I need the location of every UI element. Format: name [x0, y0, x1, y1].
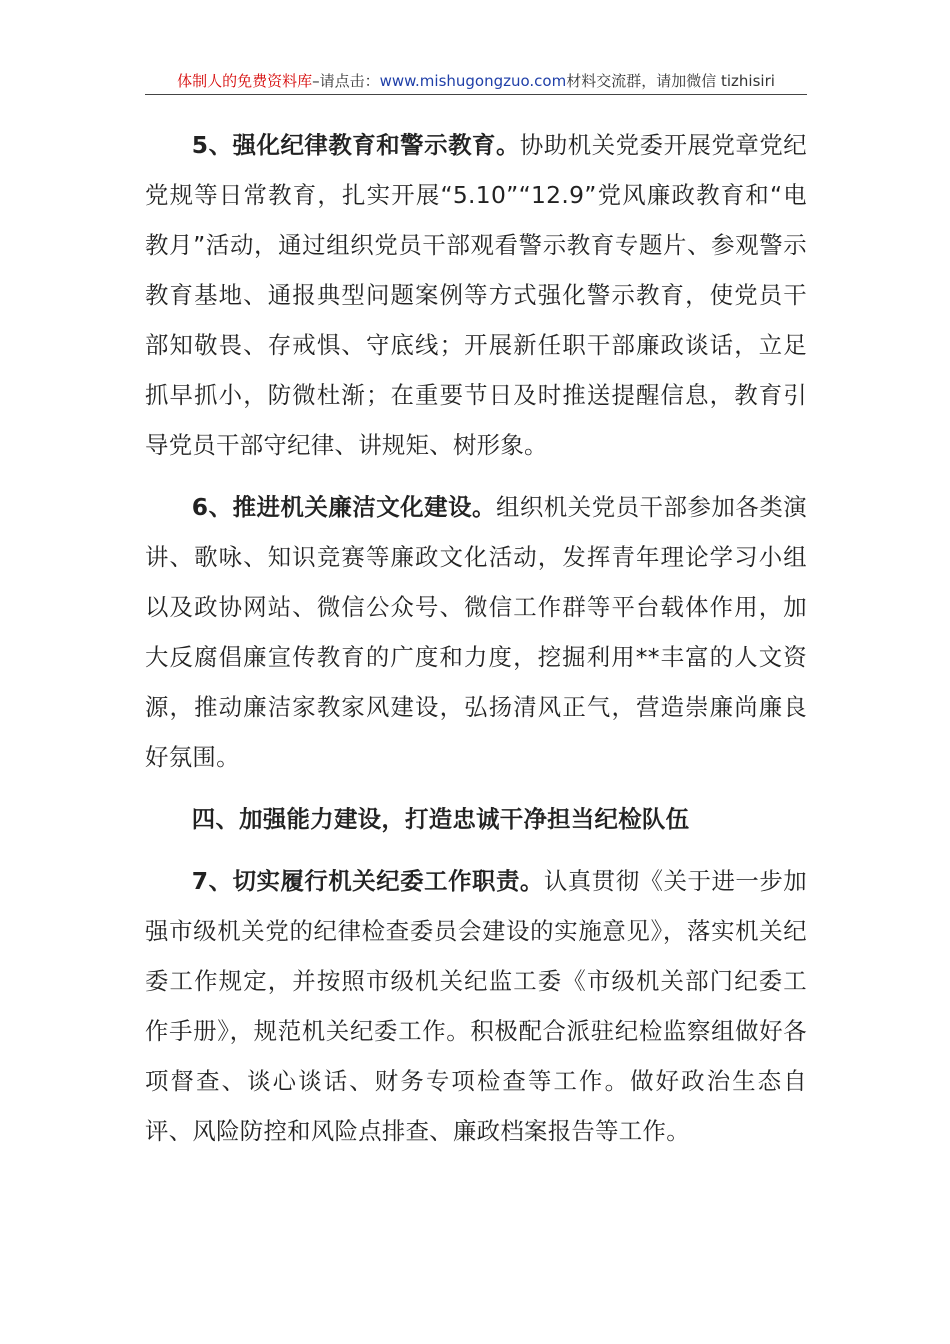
paragraph-5-title: 5、强化纪律教育和警示教育。: [191, 131, 520, 159]
document-body: [145, 120, 807, 1168]
paragraph-5-body: 协助机关党委开展党章党纪党规等日常教育，扎实开展“5.10”“12.9”党风廉政教育和“电教月”活动，通过组织党员干部观看警示教育专题片、参观警示教育基地、通报典型问题案例等方式强化警示教育，使党员干部知敬畏、存戒惧、守底线；开展新任职干部廉政谈话，立足抓早抓小，防微杜渐；在重要节日及时推送提醒信息，教育引导党员干部守纪律、讲规矩、树形象。: [145, 131, 807, 459]
paragraph-7-title: 7、切实履行机关纪委工作职责。: [191, 867, 544, 895]
paragraph-7-body: 认真贯彻《关于进一步加强市级机关党的纪律检查委员会建设的实施意见》，落实机关纪委工作规定，并按照市级机关纪监工委《市级机关部门纪委工作手册》，规范机关纪委工作。积极配合派驻纪检监察组做好各项督查、谈心谈话、财务专项检查等工作。做好政治生态自评、风险防控和风险点排查、廉政档案报告等工作。: [145, 867, 807, 1145]
header-site-name: 体制人的免费资料库: [177, 72, 313, 90]
header-prompt: –请点击：: [312, 72, 380, 90]
header-contact: 材料交流群，请加微信 tizhisiri: [566, 72, 775, 90]
paragraph-6: [145, 482, 807, 782]
paragraph-5: [145, 120, 807, 470]
paragraph-7: [145, 856, 807, 1156]
page-header: [145, 68, 807, 95]
paragraph-6-body: 组织机关党员干部参加各类演讲、歌咏、知识竞赛等廉政文化活动，发挥青年理论学习小组以及政协网站、微信公众号、微信工作群等平台载体作用，加大反腐倡廉宣传教育的广度和力度，挖掘利用**丰富的人文资源，推动廉洁家教家风建设，弘扬清风正气，营造崇廉尚廉良好氛围。: [145, 493, 807, 771]
section-heading-4: 四、加强能力建设，打造忠诚干净担当纪检队伍: [191, 805, 690, 833]
header-url-link[interactable]: www.mishugongzuo.com: [379, 72, 567, 90]
paragraph-6-title: 6、推进机关廉洁文化建设。: [191, 493, 496, 521]
